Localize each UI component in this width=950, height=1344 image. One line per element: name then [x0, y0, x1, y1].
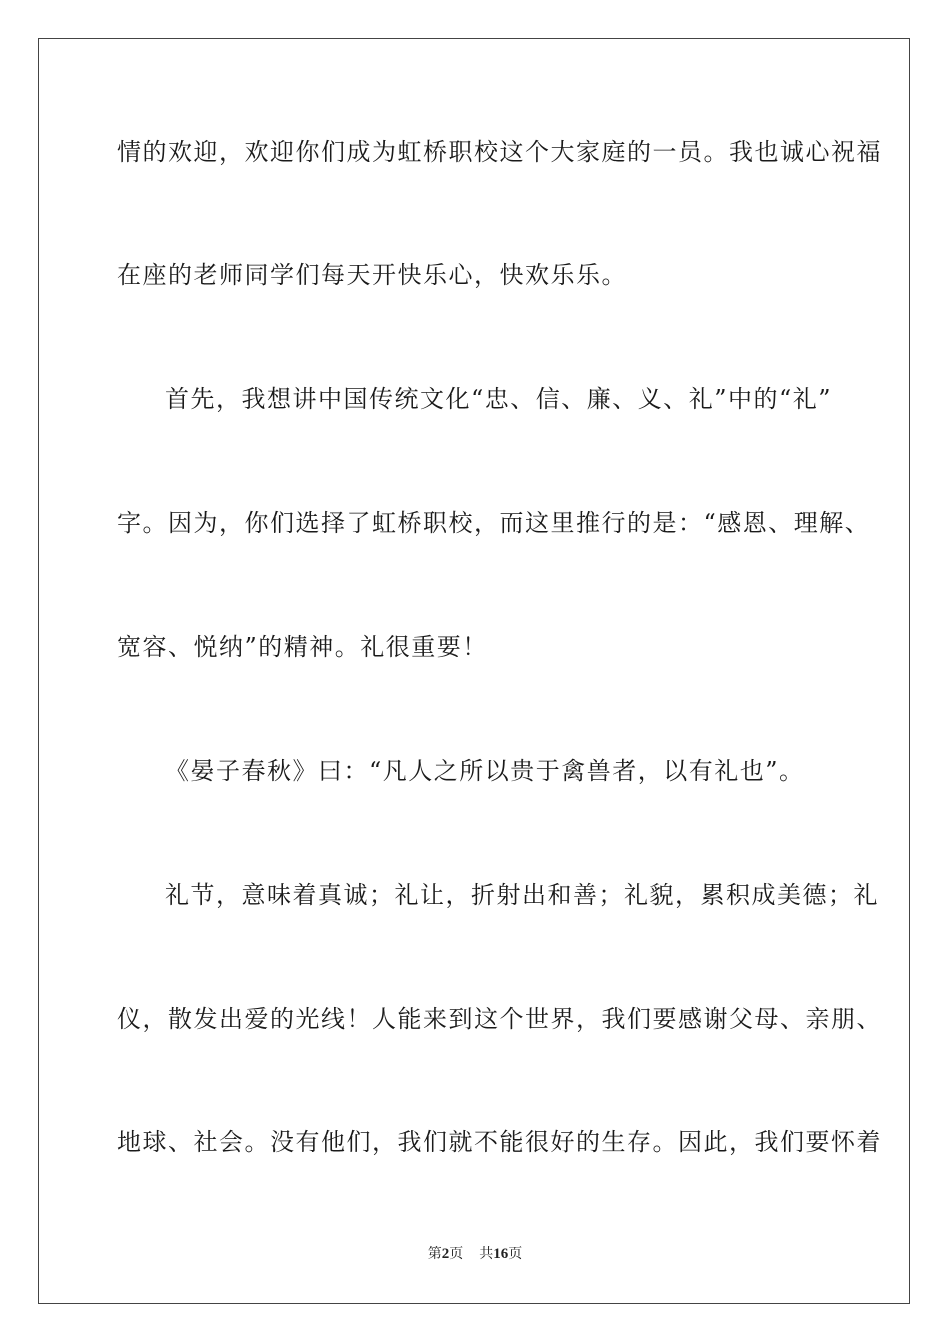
page-prefix: 第 [427, 1246, 442, 1262]
page-footer [0, 1244, 950, 1264]
body-line-2: 在座的老师同学们每天开快乐心，快欢乐乐。 [117, 261, 627, 289]
page-border [38, 38, 910, 1304]
total-pages: 16 [493, 1246, 509, 1262]
body-line-6: 《晏子春秋》曰：“凡人之所以贵于禽兽者，以有礼也”。 [165, 757, 805, 785]
body-line-4: 字。因为，你们选择了虹桥职校，而这里推行的是：“感恩、理解、 [117, 509, 871, 537]
body-line-5: 宽容、悦纳”的精神。礼很重要！ [117, 633, 488, 661]
body-line-7: 礼节，意味着真诚；礼让，折射出和善；礼貌，累积成美德；礼 [165, 881, 879, 909]
body-line-1: 情的欢迎，欢迎你们成为虹桥职校这个大家庭的一员。我也诚心祝福 [117, 138, 882, 166]
body-line-8: 仪，散发出爱的光线！人能来到这个世界，我们要感谢父母、亲朋、 [117, 1005, 882, 1033]
total-suffix: 页 [508, 1246, 523, 1262]
body-line-3: 首先，我想讲中国传统文化“忠、信、廉、义、礼”中的“礼” [165, 385, 833, 413]
page-number: 2 [441, 1246, 450, 1262]
total-prefix: 共 [479, 1246, 494, 1262]
page-suffix: 页 [449, 1246, 464, 1262]
body-line-9: 地球、社会。没有他们，我们就不能很好的生存。因此，我们要怀着 [117, 1128, 882, 1156]
